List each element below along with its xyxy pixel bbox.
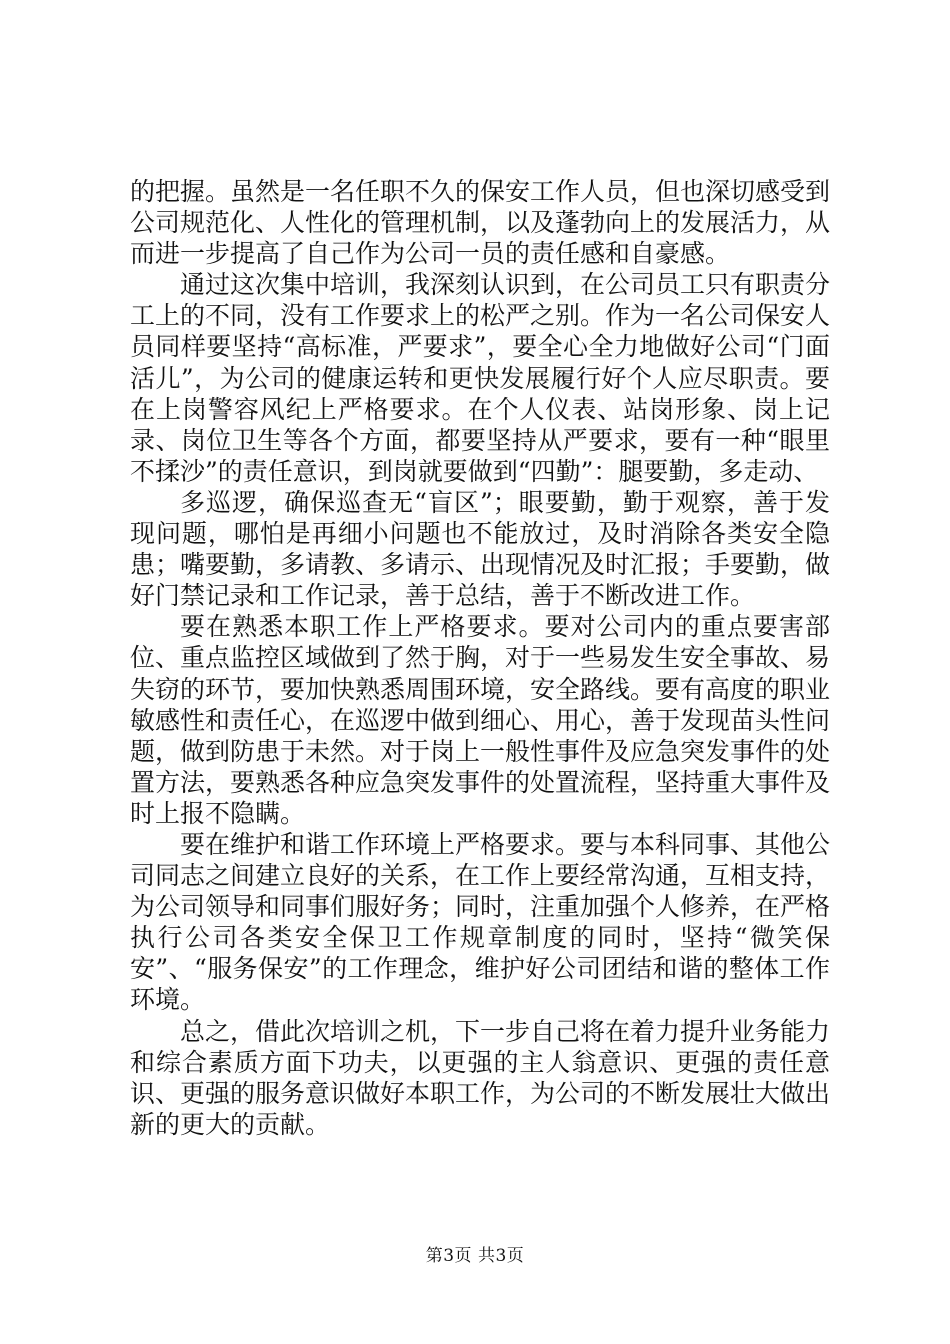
paragraph-1: 的把握。虽然是一名任职不久的保安工作人员，但也深切感受到公司规范化、人性化的管理机制，以及蓬勃向上的发展活力，从而进一步提高了自己作为公司一员的责任感和自豪感。 — [130, 177, 831, 269]
paragraph-5: 要在维护和谐工作环境上严格要求。要与本科同事、其他公司同志之间建立良好的关系，在工作上要经常沟通，互相支持，为公司领导和同事们服好务；同时，注重加强个人修养，在严格执行公司各类安全保卫工作规章制度的同时，坚持“微笑保安”、“服务保安”的工作理念，维护好公司团结和谐的整体工作环境。 — [130, 829, 831, 1015]
page-footer: 第3页 共3页 — [425, 1246, 525, 1266]
paragraph-3: 多巡逻，确保巡查无“盲区”；眼要勤，勤于观察，善于发现问题，哪怕是再细小问题也不能放过，及时消除各类安全隐患；嘴要勤，多请教、多请示、出现情况及时汇报；手要勤，做好门禁记录和工作记录，善于总结，善于不断改进工作。 — [130, 487, 831, 611]
paragraph-4: 要在熟悉本职工作上严格要求。要对公司内的重点要害部位、重点监控区域做到了然于胸，对于一些易发生安全事故、易失窃的环节，要加快熟悉周围环境，安全路线。要有高度的职业敏感性和责任心，在巡逻中做到细心、用心，善于发现苗头性问题，做到防患于未然。对于岗上一般性事件及应急突发事件的处置方法，要熟悉各种应急突发事件的处置流程，坚持重大事件及时上报不隐瞒。 — [130, 612, 831, 828]
document-body — [130, 176, 830, 1140]
paragraph-6: 总之，借此次培训之机，下一步自己将在着力提升业务能力和综合素质方面下功夫，以更强的主人翁意识、更强的责任意识、更强的服务意识做好本职工作，为公司的不断发展壮大做出新的更大的贡献。 — [130, 1016, 831, 1139]
paragraph-2: 通过这次集中培训，我深刻认识到，在公司员工只有职责分工上的不同，没有工作要求上的松严之别。作为一名公司保安人员同样要坚持“高标准，严要求”，要全心全力地做好公司“门面活儿”，为公司的健康运转和更快发展履行好个人应尽职责。要在上岗警容风纪上严格要求。在个人仪表、站岗形象、岗上记录、岗位卫生等各个方面，都要坚持从严要求，要有一种“眼里不揉沙”的责任意识，到岗就要做到“四勤”：腿要勤，多走动、 — [130, 270, 831, 486]
